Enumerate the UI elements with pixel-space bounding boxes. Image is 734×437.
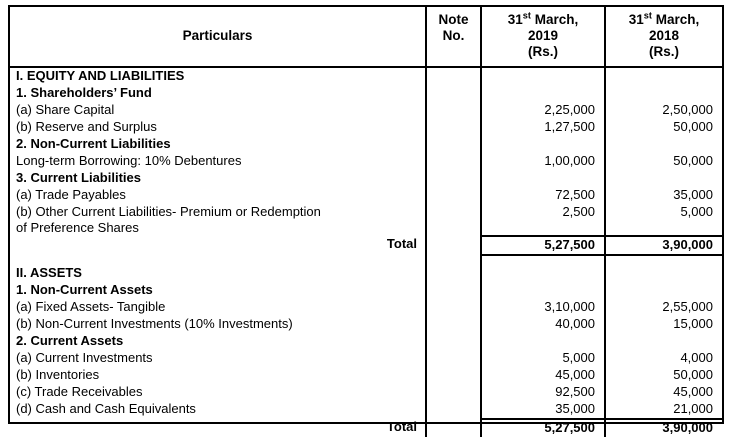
- table-row: [10, 236, 722, 255]
- row-label-share-capital: (a) Share Capital: [10, 102, 426, 119]
- row-amount-2019-long-term-borrowing: 1,00,000: [481, 153, 605, 170]
- table-row: [10, 401, 722, 419]
- column-header-year-2019: [481, 7, 605, 67]
- balance-sheet-table-container: [8, 5, 724, 435]
- row-amount-2019-trade-receivables: 92,500: [481, 384, 605, 401]
- row-note-current-investments: [426, 350, 481, 367]
- row-label-shareholders-fund: 1. Shareholders’ Fund: [10, 85, 426, 102]
- row-amount-2019-inventories: 45,000: [481, 367, 605, 384]
- row-note-non-current-assets: [426, 282, 481, 299]
- row-amount-2019-share-capital: 2,25,000: [481, 102, 605, 119]
- row-note-reserve-and-surplus: [426, 119, 481, 136]
- row-label-current-investments: (a) Current Investments: [10, 350, 426, 367]
- row-note-inventories: [426, 367, 481, 384]
- row-amount-2019-other-current-liabilities: 2,500: [481, 204, 605, 236]
- row-note-total-equity-liabilities: [426, 236, 481, 255]
- note-no-line1: Note: [438, 12, 469, 27]
- table-row: [10, 136, 722, 153]
- year2-date-month: March,: [651, 12, 700, 27]
- row-amount-2019-fixed-assets-tangible: 3,10,000: [481, 299, 605, 316]
- row-label-non-current-investments: (b) Non-Current Investments (10% Investments): [10, 316, 426, 333]
- year2-unit: (Rs.): [649, 44, 679, 59]
- row-note-trade-payables: [426, 187, 481, 204]
- row-note-current-assets: [426, 333, 481, 350]
- row-label-non-current-liabilities: 2. Non-Current Liabilities: [10, 136, 426, 153]
- row-amount-2018-non-current-liabilities: [605, 136, 722, 153]
- table-row: [10, 265, 722, 282]
- column-header-note-no: [426, 7, 481, 67]
- table-header: [10, 7, 722, 67]
- row-label-non-current-assets: 1. Non-Current Assets: [10, 282, 426, 299]
- row-amount-2018-current-investments: 4,000: [680, 350, 713, 365]
- row-amount-2018-assets: [605, 265, 722, 282]
- row-amount-2018-trade-payables: 35,000: [673, 187, 713, 202]
- row-label-trade-payables: (a) Trade Payables: [10, 187, 426, 204]
- row-amount-2019-non-current-liabilities: [481, 136, 605, 153]
- row-note-total-assets: [426, 419, 481, 437]
- year1-unit: (Rs.): [528, 44, 558, 59]
- row-amount-2019-assets: [481, 265, 605, 282]
- table-row: [10, 119, 722, 136]
- row-label-reserve-and-surplus: (b) Reserve and Surplus: [10, 119, 426, 136]
- year2-date-suffix: st: [643, 10, 652, 21]
- row-amount-2019-equity-and-liabilities: [481, 67, 605, 85]
- note-no-line2: No.: [442, 28, 465, 43]
- row-note-cash-and-cash-equivalents: [426, 401, 481, 419]
- row-amount-2018-current-assets: [605, 333, 722, 350]
- row-amount-2018-non-current-assets: [605, 282, 722, 299]
- row-note-shareholders-fund: [426, 85, 481, 102]
- spacer-cell: [10, 255, 426, 265]
- table-row: [10, 67, 722, 85]
- table-row: [10, 85, 722, 102]
- row-label-current-assets: 2. Current Assets: [10, 333, 426, 350]
- spacer-row: [10, 255, 722, 265]
- table-row: [10, 187, 722, 204]
- year2-year: 2018: [648, 28, 680, 43]
- row-note-equity-and-liabilities: [426, 67, 481, 85]
- row-amount-2018-share-capital: 2,50,000: [662, 102, 713, 117]
- year1-date: [482, 12, 604, 28]
- row-amount-2018-other-current-liabilities: 5,000: [680, 204, 713, 219]
- year1-date-suffix: st: [522, 10, 531, 21]
- row-note-non-current-liabilities: [426, 136, 481, 153]
- row-amount-2018-long-term-borrowing: 50,000: [673, 153, 713, 168]
- table-row: [10, 282, 722, 299]
- row-note-current-liabilities: [426, 170, 481, 187]
- row-amount-2019-shareholders-fund: [481, 85, 605, 102]
- table-row: [10, 419, 722, 437]
- row-label-fixed-assets-tangible: (a) Fixed Assets- Tangible: [10, 299, 426, 316]
- row-amount-2019-non-current-assets: [481, 282, 605, 299]
- row-amount-2018-total-equity-liabilities: 3,90,000: [605, 236, 722, 255]
- row-label-assets: II. ASSETS: [10, 265, 426, 282]
- table-row: [10, 153, 722, 170]
- row-amount-2018-inventories: 50,000: [673, 367, 713, 382]
- row-note-long-term-borrowing: [426, 153, 481, 170]
- table-row: [10, 299, 722, 316]
- table-row: [10, 367, 722, 384]
- column-header-particulars: Particulars: [10, 7, 426, 67]
- row-amount-2018-shareholders-fund: [605, 85, 722, 102]
- row-label-long-term-borrowing: Long-term Borrowing: 10% Debentures: [10, 153, 426, 170]
- row-amount-2018-reserve-and-surplus: 50,000: [673, 119, 713, 134]
- row-amount-2018-equity-and-liabilities: [605, 67, 722, 85]
- row-amount-2019-total-assets: 5,27,500: [481, 419, 605, 437]
- row-label-main-other-current-liabilities: (b) Other Current Liabilities- Premium or Redemption: [16, 204, 321, 219]
- row-label-total-assets: Total: [10, 419, 426, 437]
- row-label-total-equity-liabilities: Total: [10, 236, 426, 255]
- header-row: [10, 7, 722, 67]
- row-note-trade-receivables: [426, 384, 481, 401]
- spacer-cell: [605, 255, 722, 265]
- row-amount-2018-cash-and-cash-equivalents: 21,000: [673, 401, 713, 416]
- table-row: [10, 384, 722, 401]
- row-note-other-current-liabilities: [426, 204, 481, 236]
- row-amount-2018-non-current-investments: 15,000: [673, 316, 713, 331]
- table-row: [10, 170, 722, 187]
- spacer-cell: [426, 255, 481, 265]
- table-row: [10, 316, 722, 333]
- row-label-equity-and-liabilities: I. EQUITY AND LIABILITIES: [10, 67, 426, 85]
- year1-year: 2019: [527, 28, 559, 43]
- row-amount-2019-non-current-investments: 40,000: [481, 316, 605, 333]
- row-amount-2018-current-liabilities: [605, 170, 722, 187]
- table-row: [10, 102, 722, 119]
- row-amount-2019-current-liabilities: [481, 170, 605, 187]
- column-header-year-2018: [605, 7, 722, 67]
- row-note-fixed-assets-tangible: [426, 299, 481, 316]
- row-note-non-current-investments: [426, 316, 481, 333]
- row-note-share-capital: [426, 102, 481, 119]
- row-amount-2019-cash-and-cash-equivalents: 35,000: [481, 401, 605, 419]
- spacer-cell: [481, 255, 605, 265]
- table-row: [10, 350, 722, 367]
- row-label-trade-receivables: (c) Trade Receivables: [10, 384, 426, 401]
- row-amount-2018-trade-receivables: 45,000: [673, 384, 713, 399]
- table-row: [10, 204, 722, 236]
- balance-sheet-table: [10, 7, 722, 437]
- row-amount-2019-current-assets: [481, 333, 605, 350]
- year2-date-num: 31: [628, 12, 644, 27]
- row-amount-2019-current-investments: 5,000: [481, 350, 605, 367]
- row-label-cash-and-cash-equivalents: (d) Cash and Cash Equivalents: [10, 401, 426, 419]
- table-row: [10, 333, 722, 350]
- year1-date-month: March,: [530, 12, 579, 27]
- row-label-current-liabilities: 3. Current Liabilities: [10, 170, 426, 187]
- row-label-continuation-other-current-liabilities: of Preference Shares: [16, 220, 139, 235]
- row-amount-2018-fixed-assets-tangible: 2,55,000: [662, 299, 713, 314]
- row-amount-2019-trade-payables: 72,500: [481, 187, 605, 204]
- row-label-other-current-liabilities: [10, 204, 426, 236]
- row-amount-2019-reserve-and-surplus: 1,27,500: [481, 119, 605, 136]
- row-note-assets: [426, 265, 481, 282]
- row-amount-2019-total-equity-liabilities: 5,27,500: [481, 236, 605, 255]
- year1-date-num: 31: [507, 12, 523, 27]
- row-label-inventories: (b) Inventories: [10, 367, 426, 384]
- table-body: [10, 67, 722, 437]
- row-amount-2018-total-assets: 3,90,000: [605, 419, 722, 437]
- year2-date: [606, 12, 722, 28]
